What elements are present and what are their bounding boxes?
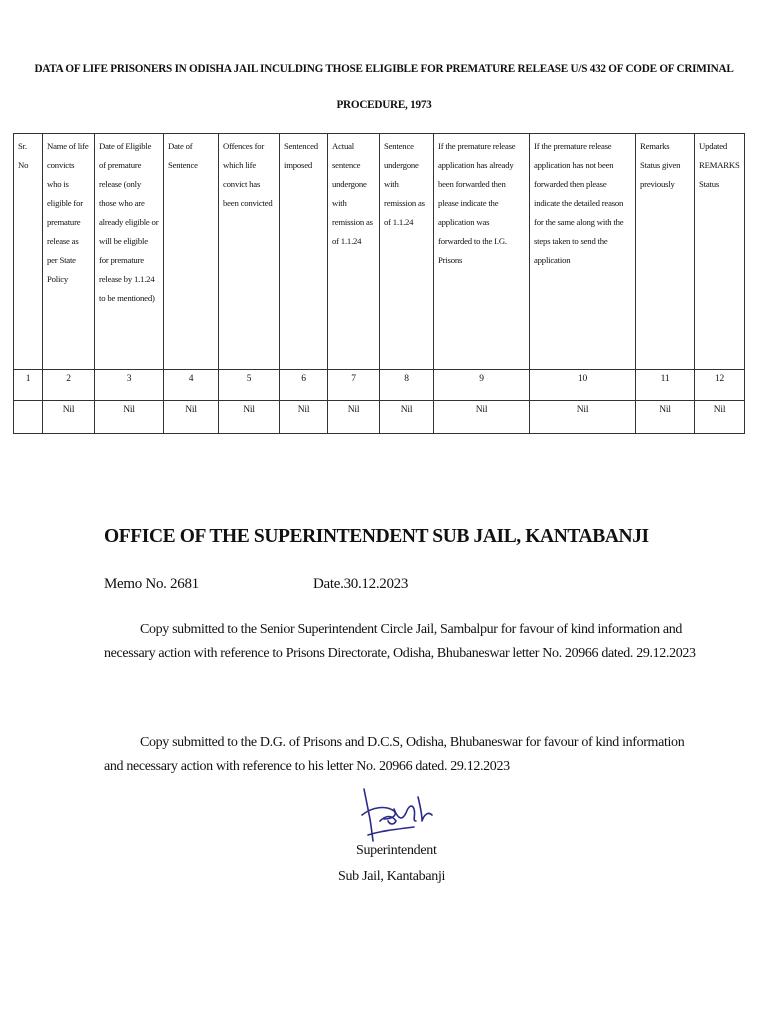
table-cell: Nil [695,401,745,434]
column-number-cell: 10 [530,370,636,401]
column-number-row [14,370,745,401]
header-cell: Sr. No [14,134,43,370]
column-number-cell: 9 [434,370,530,401]
column-number-cell: 11 [636,370,695,401]
column-number-cell: 6 [280,370,328,401]
signature-ink [362,789,432,841]
memo-date: Date.30.12.2023 [313,576,409,592]
office-heading: OFFICE OF THE SUPERINTENDENT SUB JAIL, KANTABANJI [104,526,649,547]
header-cell: Actual sentence undergone with remission as of 1.1.24 [328,134,380,370]
memo-number: Memo No. 2681 [104,576,199,592]
copy-paragraph-1 [104,618,702,666]
header-cell: Remarks Status given previously [636,134,695,370]
document-title-line2: PROCEDURE, 1973 [336,99,432,111]
header-cell: Date of Sentence [164,134,219,370]
document-title-line1: DATA OF LIFE PRISONERS IN ODISHA JAIL INCULDING THOSE ELIGIBLE FOR PREMATURE RELEASE U/S 432 OF CODE OF CRIMINAL [34,63,734,75]
table-cell: Nil [95,401,164,434]
signatory-place: Sub Jail, Kantabanji [338,869,446,884]
header-cell: Sentence undergone with remission as of 1.1.24 [380,134,434,370]
column-number-cell: 2 [43,370,95,401]
copy-paragraph-1-text: Copy submitted to the Senior Superintendent Circle Jail, Sambalpur for favour of kind information and necessary action with reference to Prisons Directorate, Odisha, Bhubaneswar letter No. 20966 dated. 29.12.2023 [104,622,696,661]
header-cell: Sentenced imposed [280,134,328,370]
header-cell: Offences for which life convict has been convicted [219,134,280,370]
table-cell [14,401,43,434]
column-number-cell: 4 [164,370,219,401]
header-cell: Updated REMARKS Status [695,134,745,370]
table-cell: Nil [219,401,280,434]
header-cell: If the premature release application has not been forwarded then please indicate the detailed reason for the same along with the steps taken to send the application [530,134,636,370]
copy-paragraph-2-text: Copy submitted to the D.G. of Prisons and D.C.S, Odisha, Bhubaneswar for favour of kind information and necessary action with reference to his letter No. 20966 dated. 29.12.2023 [104,735,685,774]
column-number-cell: 5 [219,370,280,401]
header-cell: If the premature release application has already been forwarded then please indicate the application was forwarded to the I.G. Prisons [434,134,530,370]
prisoner-data-table [13,133,745,434]
table-cell: Nil [164,401,219,434]
table-cell: Nil [380,401,434,434]
column-number-cell: 12 [695,370,745,401]
column-number-cell: 3 [95,370,164,401]
table-row [14,401,745,434]
column-number-cell: 8 [380,370,434,401]
signatory-title: Superintendent [356,843,437,858]
table-cell: Nil [280,401,328,434]
table-cell: Nil [43,401,95,434]
header-cell: Date of Eligible of premature release (only those who are already eligible or will be eligible for premature release by 1.1.24 to be mentioned) [95,134,164,370]
header-cell: Name of life convicts who is eligible for premature release as per State Policy [43,134,95,370]
table-cell: Nil [530,401,636,434]
table-cell: Nil [434,401,530,434]
table-header-row [14,134,745,370]
copy-paragraph-2 [104,731,702,779]
table-cell: Nil [328,401,380,434]
column-number-cell: 1 [14,370,43,401]
table-cell: Nil [636,401,695,434]
column-number-cell: 7 [328,370,380,401]
